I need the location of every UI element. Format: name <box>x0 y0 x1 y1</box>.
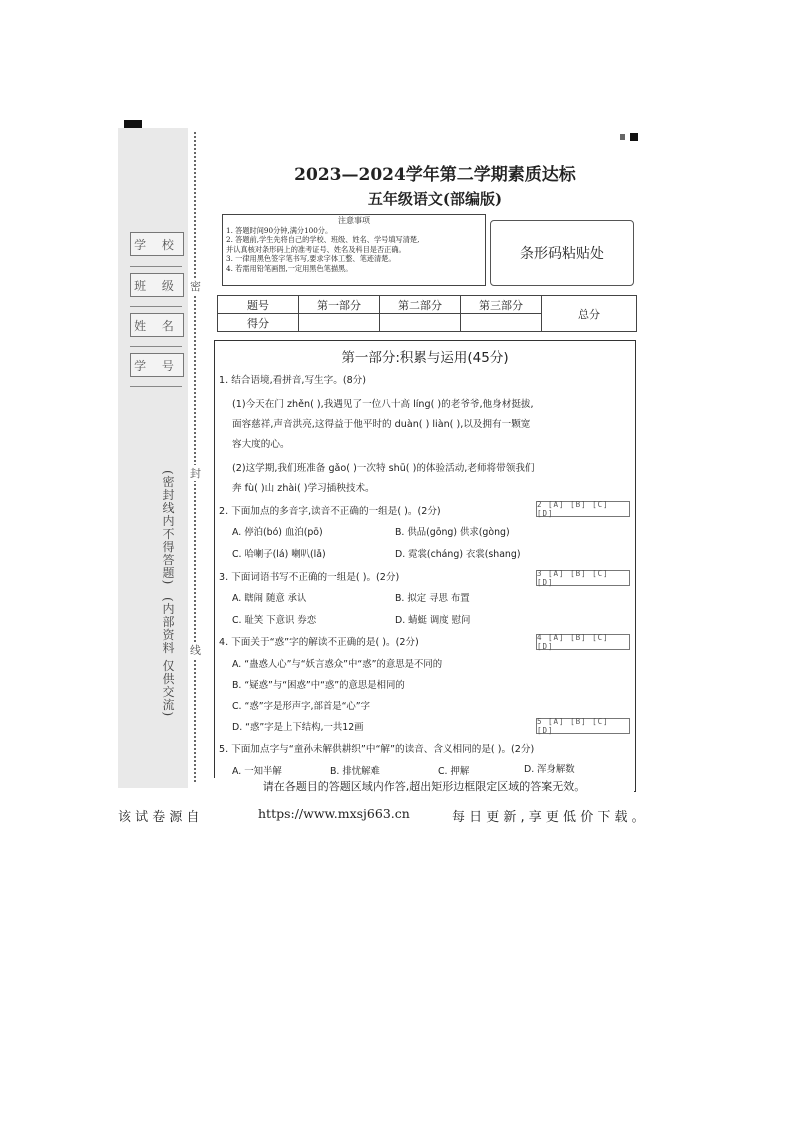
q4-answer-box[interactable]: 4 [A] [B] [C] [D] <box>536 634 630 650</box>
score-row-label: 得分 <box>218 314 299 332</box>
q4-option-c: C. “惑”字是形声字,部首是“心”字 <box>232 701 371 712</box>
barcode-label: 条形码粘贴处 <box>520 246 604 262</box>
q4-option-d: D. “惑”字是上下结构,一共12画 <box>232 722 364 733</box>
section-title: 第一部分:积累与运用(45分) <box>341 350 509 366</box>
seal-line <box>194 132 196 782</box>
school-field-label: 学 校 <box>130 232 184 256</box>
exam-subtitle: 五年级语文(部编版) <box>367 190 503 208</box>
answer-area-note: 请在各题目的答题区域内作答,超出矩形边框限定区域的答案无效。 <box>214 778 634 794</box>
notice-title: 注意事项 <box>338 216 370 225</box>
corner-mark-right-small <box>620 134 625 140</box>
source-prefix: 该 试 卷 源 自 <box>118 810 200 825</box>
source-suffix: 每 日 更 新 , 享 更 低 价 下 载 。 <box>452 810 645 825</box>
seal-note: (密封线内不得答题) <box>161 470 175 586</box>
score-header: 第二部分 <box>380 296 461 314</box>
q1-line: (1)今天在门 zhěn( ),我遇见了一位八十高 líng( )的老爷爷,他身材挺拔, <box>232 399 534 410</box>
q2-option-b: B. 供品(gōng) 供求(gòng) <box>395 527 510 538</box>
q4-option-b: B. “疑惑”与“困惑”中“惑”的意思是相同的 <box>232 680 405 691</box>
q3-answer-box[interactable]: 3 [A] [B] [C] [D] <box>536 570 630 586</box>
q2-stem: 2. 下面加点的多音字,读音不正确的一组是( )。(2分) <box>219 506 441 517</box>
score-table <box>217 295 637 332</box>
notice-line: 3. 一律用黑色签字笔书写,要求字体工整、笔迹清楚。 <box>226 254 396 264</box>
q2-option-c: C. 哈喇子(lá) 喇叭(lǎ) <box>232 549 326 560</box>
class-field-label: 班 级 <box>130 273 184 297</box>
seal-char-xian: 线 <box>190 644 201 657</box>
q3-option-c: C. 耻笑 下意识 券恋 <box>232 615 317 626</box>
student-id-field-label: 学 号 <box>130 353 184 377</box>
q5-option-b: B. 排忧解难 <box>330 766 380 777</box>
notice-box <box>222 214 486 286</box>
exam-title: 2023—2024学年第二学期素质达标 <box>294 165 576 185</box>
q5-answer-box[interactable]: 5 [A] [B] [C] [D] <box>536 718 630 734</box>
internal-note: (内部资料 仅供交流) <box>161 597 175 718</box>
q2-answer-box[interactable]: 2 [A] [B] [C] [D] <box>536 501 630 517</box>
score-header: 第三部分 <box>461 296 542 314</box>
q1-line: 奔 fù( )山 zhài( )学习插秧技术。 <box>232 483 375 494</box>
notice-line: 2. 答题前,学生先将自己的学校、班级、姓名、学号填写清楚, <box>226 235 420 245</box>
corner-mark-right <box>630 133 638 141</box>
source-url[interactable]: https://www.mxsj663.cn <box>258 806 410 821</box>
q4-stem: 4. 下面关于“惑”字的解读不正确的是( )。(2分) <box>219 637 419 648</box>
q1-line: 面容慈祥,声音洪亮,这得益于他平时的 duàn( ) liàn( ),以及拥有一颗宽 <box>232 419 531 430</box>
score-cell[interactable] <box>461 314 542 332</box>
score-header: 第一部分 <box>299 296 380 314</box>
sidebar-strip <box>118 128 188 788</box>
notice-line: 并认真核对条形码上的准考证号、姓名及科目是否正确。 <box>226 244 406 254</box>
barcode-area <box>490 220 634 286</box>
name-field-label: 姓 名 <box>130 313 184 337</box>
notice-line: 1. 答题时间90分钟,满分100分。 <box>226 225 333 235</box>
q3-option-b: B. 拟定 寻思 布置 <box>395 593 470 604</box>
q1-stem: 1. 结合语境,看拼音,写生字。(8分) <box>219 375 367 386</box>
notice-line: 4. 若需用铅笔画图,一定用黑色笔描黑。 <box>226 263 353 273</box>
school-field-line <box>130 266 182 267</box>
q2-option-a: A. 停泊(bó) 血泊(pō) <box>232 527 323 538</box>
q3-stem: 3. 下面词语书写不正确的一组是( )。(2分) <box>219 572 400 583</box>
q5-option-c: C. 押解 <box>438 766 470 777</box>
q1-line: 容大度的心。 <box>232 439 290 450</box>
score-header: 题号 <box>218 296 299 314</box>
seal-char-feng: 封 <box>190 467 201 480</box>
score-cell[interactable] <box>380 314 461 332</box>
name-field-line <box>130 346 182 347</box>
q4-option-a: A. “蛊惑人心”与“妖言惑众”中“惑”的意思是不同的 <box>232 659 443 670</box>
score-cell[interactable] <box>299 314 380 332</box>
score-header-total: 总分 <box>542 296 637 332</box>
seal-char-mi: 密 <box>190 280 201 293</box>
student-id-field-line <box>130 386 182 387</box>
q5-option-a: A. 一知半解 <box>232 766 282 777</box>
q5-stem: 5. 下面加点字与“童孙未解供耕织”中“解”的读音、含义相同的是( )。(2分) <box>219 744 535 755</box>
q3-option-a: A. 瞎闹 随意 承认 <box>232 593 307 604</box>
q3-option-d: D. 蜻蜓 调度 慰问 <box>395 615 471 626</box>
q1-line: (2)这学期,我们班准备 gǎo( )一次特 shū( )的体验活动,老师将带领我们 <box>232 463 535 474</box>
q2-option-d: D. 霓裳(cháng) 衣裳(shang) <box>395 549 521 560</box>
class-field-line <box>130 306 182 307</box>
q5-option-d: D. 浑身解数 <box>524 764 575 775</box>
